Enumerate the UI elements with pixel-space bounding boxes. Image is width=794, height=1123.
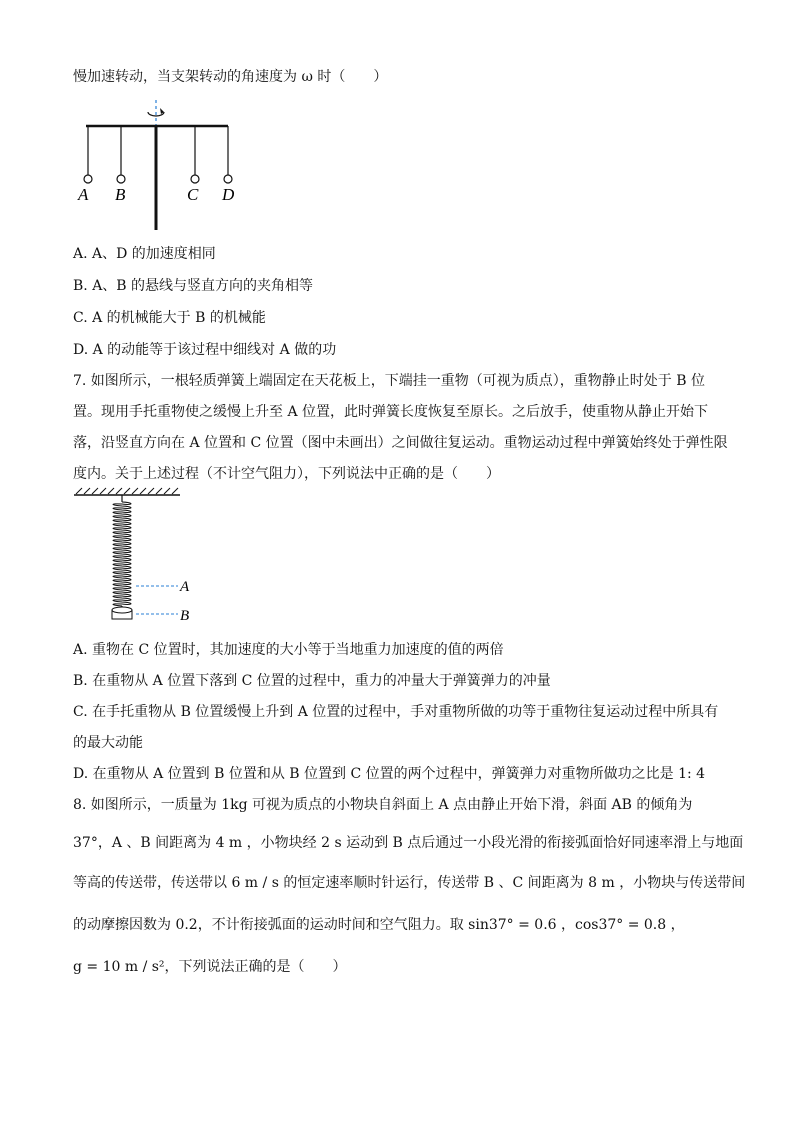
q6-option-a: A. A、D 的加速度相同 bbox=[73, 246, 216, 262]
q7-option-a: A. 重物在 C 位置时，其加速度的大小等于当地重力加速度的值的两倍 bbox=[73, 642, 504, 658]
q6-option-c: C. A 的机械能大于 B 的机械能 bbox=[73, 310, 266, 326]
q7-option-b: B. 在重物从 A 位置下落到 C 位置的过程中，重力的冲量大于弹簧弹力的冲量 bbox=[73, 673, 551, 689]
q6-option-d: D. A 的动能等于该过程中细线对 A 做的功 bbox=[73, 342, 337, 358]
q7-stem-line-3: 落，沿竖直方向在 A 位置和 C 位置（图中未画出）之间做往复运动。重物运动过程中弹簧始终处于弹性限 bbox=[73, 435, 728, 451]
q7-option-d: D. 在重物从 A 位置到 B 位置和从 B 位置到 C 位置的两个过程中，弹簧弹力对重物所做功之比是 1: 4 bbox=[73, 766, 706, 782]
label-a: A bbox=[78, 185, 89, 204]
ball-a bbox=[84, 175, 92, 183]
label-b: B bbox=[115, 185, 126, 204]
ball-b bbox=[117, 175, 125, 183]
q7-stem-line-4: 度内。关于上述过程（不计空气阻力），下列说法中正确的是（ ） bbox=[73, 466, 500, 482]
q8-stem-line-5: g = 10 m / s²，下列说法正确的是（ ） bbox=[73, 959, 347, 975]
q8-stem-line-2: 37°，A 、B 间距离为 4 m ，小物块经 2 s 运动到 B 点后通过一小段光滑的衔接弧面恰好同速率滑上与地面 bbox=[73, 835, 744, 851]
q7-stem-line-2: 置。现用手托重物使之缓慢上升至 A 位置，此时弹簧长度恢复至原长。之后放手，使重物从静止开始下 bbox=[73, 404, 709, 420]
q8-stem-line-3: 等高的传送带，传送带以 6 m / s 的恒定速率顺时针运行，传送带 B 、C 间距离为 8 m ，小物块与传送带间 bbox=[73, 875, 746, 891]
label-d: D bbox=[222, 185, 235, 204]
label-c: C bbox=[187, 185, 199, 204]
ball-d bbox=[224, 175, 232, 183]
ceiling-hatch bbox=[76, 488, 178, 494]
q7-option-c-cont: 的最大动能 bbox=[73, 735, 143, 751]
spring-figure bbox=[72, 486, 202, 626]
spring-label-b: B bbox=[180, 608, 190, 624]
q6-option-b: B. A、B 的悬线与竖直方向的夹角相等 bbox=[73, 278, 314, 294]
q6-stem-tail: 慢加速转动，当支架转动的角速度为 ω 时（ ） bbox=[73, 69, 388, 85]
rotating-support-figure bbox=[76, 98, 236, 234]
q7-option-c: C. 在手托重物从 B 位置缓慢上升到 A 位置的过程中，手对重物所做的功等于重物往复运动过程中所具有 bbox=[73, 704, 719, 720]
spring-label-a: A bbox=[180, 579, 190, 595]
weight bbox=[112, 607, 132, 619]
ball-c bbox=[191, 175, 199, 183]
q8-stem-line-1: 8. 如图所示，一质量为 1kg 可视为质点的小物块自斜面上 A 点由静止开始下滑，斜面 AB 的倾角为 bbox=[73, 797, 693, 813]
spring-coil bbox=[113, 502, 131, 606]
q7-stem-line-1: 7. 如图所示，一根轻质弹簧上端固定在天花板上，下端挂一重物（可视为质点），重物静止时处于 B 位 bbox=[73, 373, 705, 389]
q8-stem-line-4: 的动摩擦因数为 0.2，不计衔接弧面的运动时间和空气阻力。取 sin37° = 0.6 ，cos37° = 0.8 ， bbox=[73, 917, 685, 933]
